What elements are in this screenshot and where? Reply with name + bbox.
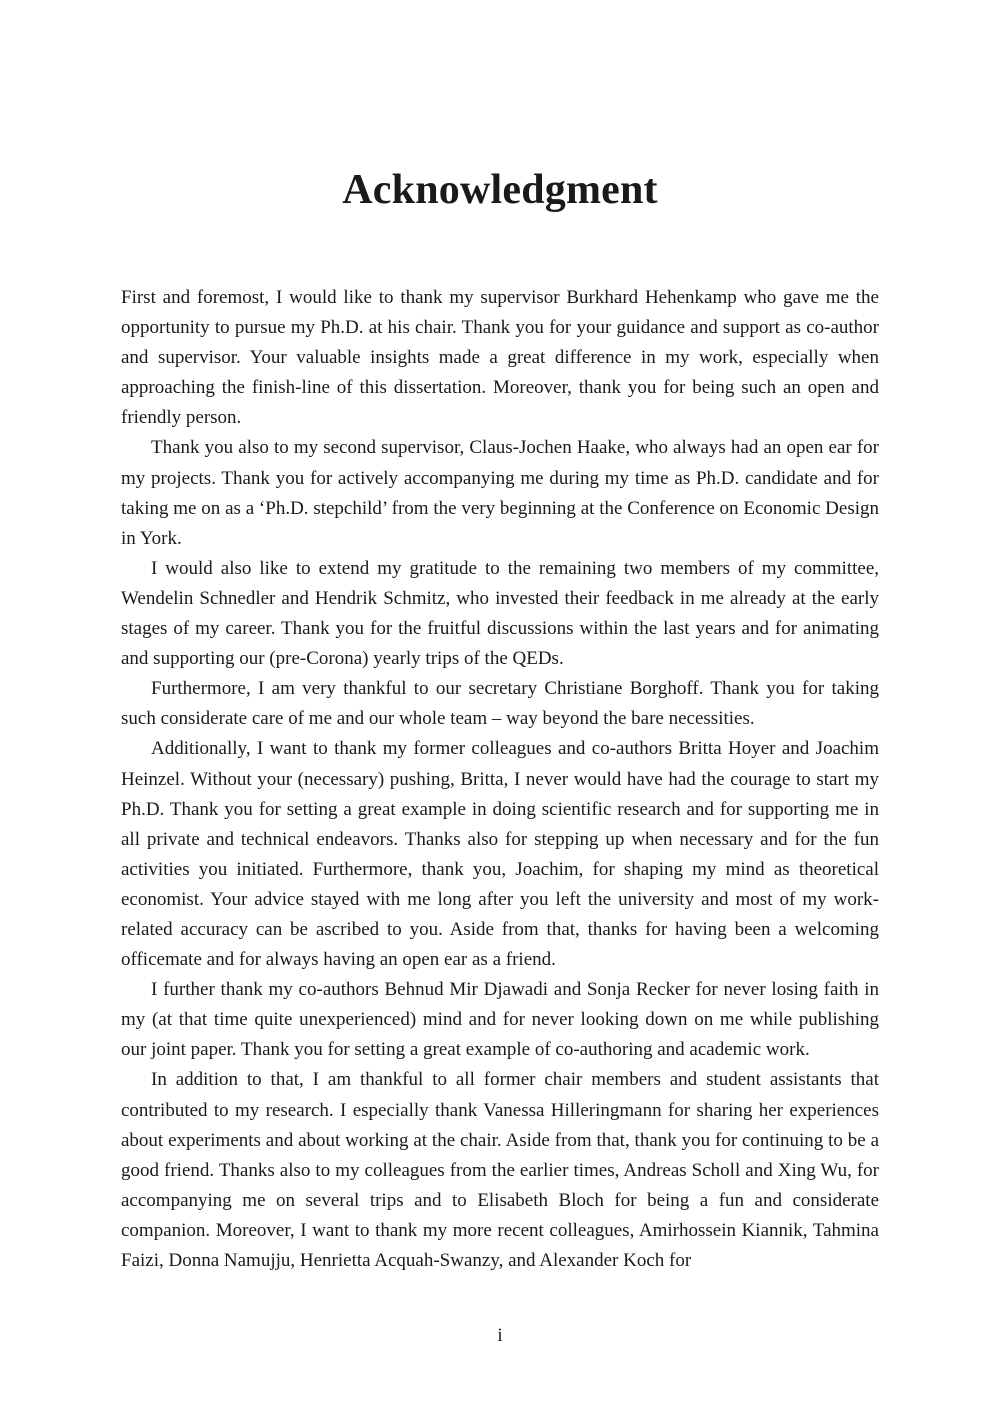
- page-title: Acknowledgment: [342, 167, 658, 213]
- acknowledgment-body: [121, 283, 879, 1276]
- paragraph-former-colleagues: Additionally, I want to thank my former colleagues and co-authors Britta Hoyer and Joachim Heinzel. Without your (necessary) pushing, Britta, I never would have had the courage to start my Ph.D. Thank you for setting a great example in doing scientific research and for supporting me in all private and technical endeavors. Thanks also for stepping up when necessary and for the fun activities you initiated. Furthermore, thank you, Joachim, for shaping my mind as theoretical economist. Your advice stayed with me long after you left the university and most of my work-related accuracy can be ascribed to you. Aside from that, thanks for having been a welcoming officemate and for always having an open ear as a friend.: [121, 738, 879, 971]
- paragraph-committee: I would also like to extend my gratitude to the remaining two members of my committee, Wendelin Schnedler and Hendrik Schmitz, who invested their feedback in me already at the early stages of my career. Thank you for the fruitful discussions within the last years and for animating and supporting our (pre-Corona) yearly trips of the QEDs.: [121, 557, 879, 670]
- paragraph-second-supervisor: Thank you also to my second supervisor, Claus-Jochen Haake, who always had an open ear for my projects. Thank you for actively accompanying me during my time as Ph.D. candidate and for taking me on as a ‘Ph.D. stepchild’ from the very beginning at the Conference on Economic Design in York.: [121, 437, 879, 549]
- paragraph-chair-members: In addition to that, I am thankful to all former chair members and student assistants that contributed to my research. I especially thank Vanessa Hilleringmann for sharing her experiences about experiments and about working at the chair. Aside from that, thank you for continuing to be a good friend. Thanks also to my colleagues from the earlier times, Andreas Scholl and Xing Wu, for accompanying me on several trips and to Elisabeth Bloch for being a fun and considerate companion. Moreover, I want to thank my more recent colleagues, Amirhossein Kiannik, Tahmina Faizi, Donna Namujju, Henrietta Acquah-Swanzy, and Alexander Koch for: [121, 1069, 879, 1271]
- paragraph-co-authors: I further thank my co-authors Behnud Mir Djawadi and Sonja Recker for never losing faith in my (at that time quite unexperienced) mind and for never looking down on me while publishing our joint paper. Thank you for setting a great example of co-authoring and academic work.: [121, 979, 879, 1061]
- paragraph-secretary: Furthermore, I am very thankful to our secretary Christiane Borghoff. Thank you for taking such considerate care of me and our whole team – way beyond the bare necessities.: [121, 678, 879, 730]
- paragraph-supervisor: First and foremost, I would like to thank my supervisor Burkhard Hehenkamp who gave me the opportunity to pursue my Ph.D. at his chair. Thank you for your guidance and support as co-author and supervisor. Your valuable insights made a great difference in my work, especially when approaching the finish-line of this dissertation. Moreover, thank you for being such an open and friendly person.: [121, 287, 879, 429]
- page-number: i: [497, 1325, 503, 1346]
